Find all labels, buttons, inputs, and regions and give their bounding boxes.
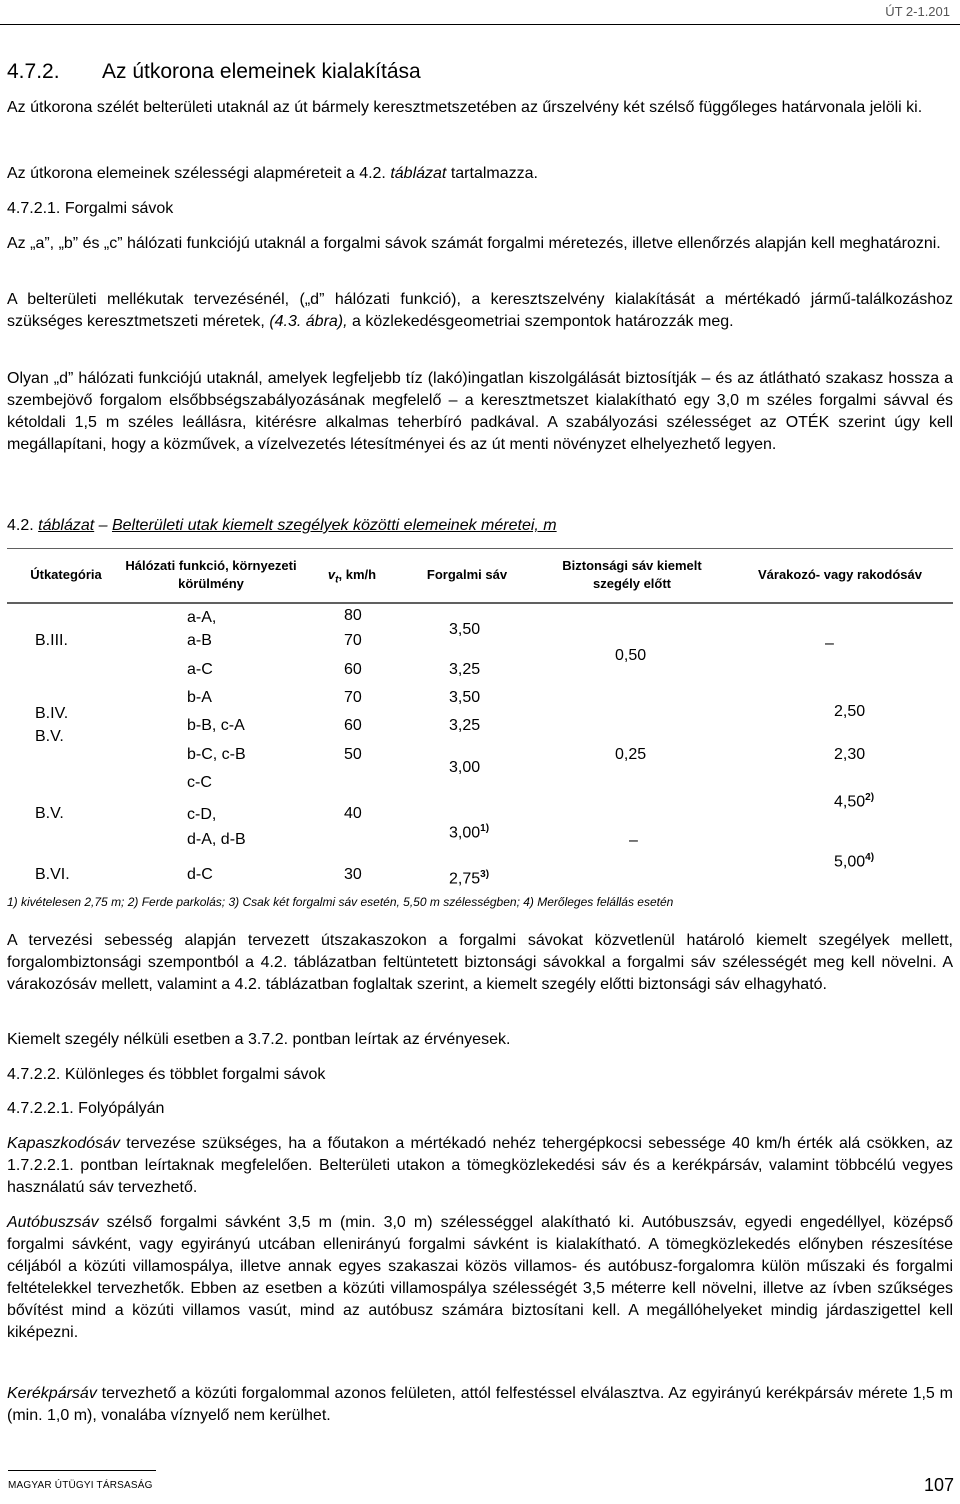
publisher-logo: MAGYAR ÚTÜGYI TÁRSASÁG xyxy=(8,1480,153,1491)
cell-category: B.V. xyxy=(35,805,64,822)
subsection-heading-2: 4.7.2.2. Különleges és többlet forgalmi sávok xyxy=(7,1066,326,1083)
cell-lane-width-value: 2,75 xyxy=(449,870,481,888)
figure-ref: (4.3. ábra), xyxy=(269,313,348,330)
header-rule xyxy=(0,24,960,25)
cell-parking-lane-value: 5,00 xyxy=(834,853,866,871)
paragraph-1: Az útkorona szélét belterületi utaknál az út bármely keresztmetszetében az űrszelvény két szélső függőleges határvonala jelöli ki. xyxy=(7,99,923,116)
header-speed-unit: , km/h xyxy=(338,567,377,582)
cell-parking-lane: 2,30 xyxy=(834,746,866,763)
paragraph-6: A tervezési sebesség alapján tervezett útszakaszokon a forgalmi sávokat közvetlenül határoló kiemelt szegélyek mellett, forgalombiztonsági szempontból a 4.2. táblázatban feltüntetett biztonsági sávokkal a forgalmi sáv szélességét meg kell növelni. A várakozósáv mellett, valamint a 4.2. táblázatban foglaltak szerint, a kiemelt szegély előtti biztonsági sáv elhagyható. xyxy=(7,932,953,993)
cell-function: a-C xyxy=(187,661,213,678)
cell-category: B.V. xyxy=(35,728,64,745)
footnote-marker: 3) xyxy=(480,869,490,880)
subsection-heading-3: 4.7.2.2.1. Folyópályán xyxy=(7,1100,165,1117)
cell-speed: 80 xyxy=(344,607,362,624)
paragraph-8-text: tervezése szükséges, ha a főutakon a mértékadó nehéz tehergépkocsi sebessége 40 km/h érték alá csökken, az 1.7.2.2.1. pontban leírtaknak megfelelően. Belterületi utakon a tömegközlekedési sáv és a kerékpársáv, valamint többcélú vegyes használatú sáv tervezhető. xyxy=(7,1135,953,1196)
header-speed-sub: t xyxy=(335,574,339,586)
term-kapaszkodosav: Kapaszkodósáv xyxy=(7,1135,120,1152)
section-heading xyxy=(7,60,421,84)
dimensions-table xyxy=(7,548,953,890)
paragraph-7: Kiemelt szegély nélküli esetben a 3.7.2. pontban leírtak az érvényesek. xyxy=(7,1031,511,1048)
table-caption-title: Belterületi utak kiemelt szegélyek közötti elemeinek méretei, m xyxy=(111,517,557,534)
cell-lane-width: 3,50 xyxy=(449,689,481,706)
cell-category: B.IV. xyxy=(35,705,69,722)
table-caption xyxy=(7,517,557,535)
header-speed-v: v xyxy=(327,567,336,582)
paragraph-4 xyxy=(7,289,953,333)
cell-lane-width: 3,25 xyxy=(449,661,481,678)
table-caption-dash: – xyxy=(94,517,112,534)
section-title: Az útkorona elemeinek kialakítása xyxy=(102,60,421,83)
cell-category: B.VI. xyxy=(35,866,70,883)
cell-parking-lane-value: 4,50 xyxy=(834,793,866,811)
header-safety: Biztonsági sáv kiemelt szegély előtt xyxy=(562,558,702,591)
cell-safety-lane: 0,50 xyxy=(615,647,647,664)
paragraph-9-text: szélső forgalmi sávként 3,5 m (min. 3,0 m) szélességgel alakítható ki. Autóbuszsáv, egyedi engedéllyel, középső forgalmi sávként, vagy egyirányú utcában ellenirányú forgalmi sávként is kialakítható. A tömegközlekedés előnyben részesítése céljából a közúti villamospálya, illetve annak egyes szakaszai közös villamos- és autóbusz-forgalomra külön műszaki és forgalmi feltételekkel tervezhetők. Ebben az esetben a közúti villamospálya szélességét 3,5 méterre kell növelni, illetve az ívben szűkséges bővítést mind a közúti villamos vasút, mind az autóbusz számára biztosítani kell. A megállóhelyeket mindig járdaszigettel kell kiképezni. xyxy=(7,1214,953,1341)
paragraph-3: Az „a”, „b” és „c” hálózati funkciójú utaknál a forgalmi sávok számát forgalmi méretezés, illetve ellenőrzés alapján kell meghatározni. xyxy=(7,235,941,252)
cell-speed: 70 xyxy=(344,632,362,649)
cell-parking-lane: – xyxy=(825,635,834,652)
cell-function: b-B, c-A xyxy=(187,717,245,734)
table-ref: táblázat xyxy=(390,165,447,182)
term-autobuszsav: Autóbuszsáv xyxy=(7,1214,99,1231)
cell-speed: 50 xyxy=(344,746,362,763)
header-parking: Várakozó- vagy rakodósáv xyxy=(757,567,923,582)
footnote-marker: 1) xyxy=(480,823,490,834)
table-caption-word: táblázat xyxy=(38,517,95,534)
cell-safety-lane: – xyxy=(629,832,638,849)
paragraph-9 xyxy=(7,1212,953,1344)
cell-function: c-D, xyxy=(187,806,217,823)
cell-safety-lane: 0,25 xyxy=(615,746,647,763)
cell-parking-lane xyxy=(834,784,874,815)
paragraph-2 xyxy=(7,163,953,185)
header-category: Útkategória xyxy=(30,567,102,582)
footnote-marker: 4) xyxy=(865,852,875,863)
term-kerekparsav: Kerékpársáv xyxy=(7,1385,97,1402)
cell-category: B.III. xyxy=(35,632,68,649)
paragraph-4-end: a közlekedésgeometriai szempontok határozzák meg. xyxy=(347,313,734,330)
cell-function: b-A xyxy=(187,689,212,706)
subsection-heading-1: 4.7.2.1. Forgalmi sávok xyxy=(7,200,174,217)
cell-lane-width: 3,50 xyxy=(449,621,481,638)
paragraph-10 xyxy=(7,1383,953,1427)
cell-lane-width xyxy=(449,861,489,892)
cell-function: a-B xyxy=(187,632,212,649)
cell-lane-width: 3,00 xyxy=(449,759,481,776)
cell-speed: 70 xyxy=(344,689,362,706)
header-speed xyxy=(297,566,407,590)
cell-speed: 30 xyxy=(344,866,362,883)
cell-parking-lane xyxy=(834,844,874,875)
cell-function: b-C, c-B xyxy=(187,746,246,763)
table-caption-number: 4.2. xyxy=(7,517,34,534)
cell-speed: 60 xyxy=(344,717,362,734)
cell-function: a-A, xyxy=(187,609,217,626)
section-number: 4.7.2. xyxy=(7,60,60,83)
page-number: 107 xyxy=(923,1475,954,1495)
cell-lane-width xyxy=(449,815,489,846)
document-code: ÚT 2-1.201 xyxy=(885,4,950,19)
paragraph-8 xyxy=(7,1133,953,1199)
paragraph-4-text: A belterületi mellékutak tervezésénél, („d” hálózati funkció), a keresztszelvény kialakítását a mértékadó jármű-találkozáshoz szükséges keresztmetszeti méretek, xyxy=(7,291,953,330)
footnote-marker: 2) xyxy=(865,792,875,803)
header-lane: Forgalmi sáv xyxy=(426,567,508,582)
cell-function: d-A, d-B xyxy=(187,831,246,848)
cell-parking-lane: 2,50 xyxy=(834,703,866,720)
cell-speed: 60 xyxy=(344,661,362,678)
paragraph-2-end: tartalmazza. xyxy=(446,165,538,182)
paragraph-10-text: tervezhető a közúti forgalommal azonos felületen, attól felfestéssel elválasztva. Az egyirányú kerékpársáv mérete 1,5 m (min. 1,0 m), vonalába víznyelő nem kerülhet. xyxy=(7,1385,953,1424)
footer-rule xyxy=(8,1470,156,1471)
paragraph-5: Olyan „d” hálózati funkciójú utaknál, amelyek legfeljebb tíz (lakó)ingatlan kiszolgálását biztosítják – és az átlátható szakasz hossza a szembejövő forgalom elsőbbségszabályozásának megfelelő – a keresztmetszet kialakítható egy 3,0 m széles forgalmi sávval és kétoldali 1,5 m széles leállásra, kitérésre alkalmas teherbíró padkával. A szabályozási szélességet az OTÉK szerint úgy kell megállapítani, hogy a közművek, a vízelvezetés létesítményei és az út menti növényzet elhelyezhető legyen. xyxy=(7,370,953,453)
cell-lane-width-value: 3,00 xyxy=(449,824,481,842)
cell-function: d-C xyxy=(187,866,213,883)
paragraph-2-text: Az útkorona elemeinek szélességi alapméreteit a 4.2. xyxy=(7,165,391,182)
table-footnote: 1) kivételesen 2,75 m; 2) Ferde parkolás; 3) Csak két forgalmi sáv esetén, 5,50 m szélességben; 4) Merőleges felállás esetén xyxy=(7,895,674,909)
cell-speed: 40 xyxy=(344,805,362,822)
header-function: Hálózati funkció, környezeti körülmény xyxy=(125,558,297,591)
cell-lane-width: 3,25 xyxy=(449,717,481,734)
cell-function: c-C xyxy=(187,774,212,791)
